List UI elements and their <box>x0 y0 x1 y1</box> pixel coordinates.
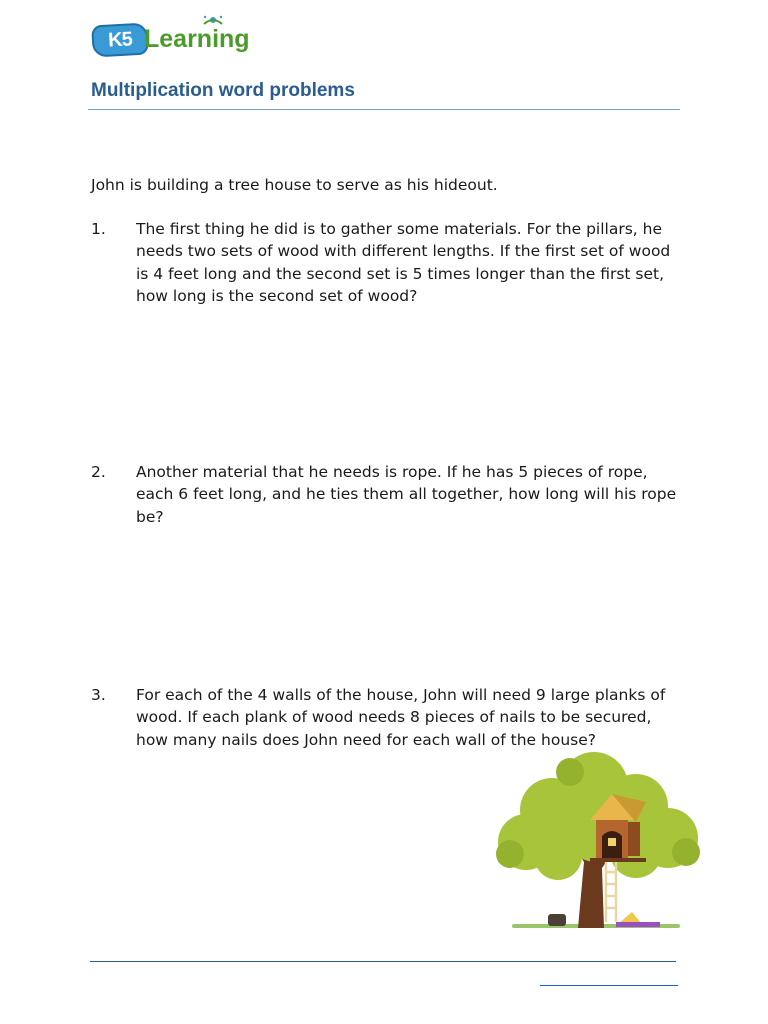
question-1 <box>91 218 681 308</box>
logo-badge: K5 <box>91 23 149 58</box>
intro-text: John is building a tree house to serve as his hideout. <box>91 176 498 194</box>
question-number: 1. <box>91 220 106 238</box>
question-3 <box>91 684 681 751</box>
question-text: For each of the 4 walls of the house, John will need 9 large planks of wood. If each plank of wood needs 8 pieces of nails to be secured, how many nails does John need for each wall of the house? <box>136 686 666 749</box>
question-number: 3. <box>91 686 106 704</box>
title-divider <box>88 109 680 110</box>
footer-link-underline[interactable] <box>540 985 678 986</box>
page-title: Multiplication word problems <box>91 80 355 101</box>
question-text: The first thing he did is to gather some materials. For the pillars, he needs two sets of wood with different lengths. If the first set of wood is 4 feet long and the second set is 5 times longer than the first set, how long is the second set of wood? <box>136 220 671 306</box>
logo-sparkle-icon <box>200 14 226 30</box>
tree-house-illustration <box>486 752 708 932</box>
question-number: 2. <box>91 463 106 481</box>
question-text: Another material that he needs is rope. If he has 5 pieces of rope, each 6 feet long, and he ties them all together, how long will his rope be? <box>136 463 677 526</box>
footer-divider <box>90 961 676 962</box>
question-2 <box>91 461 681 528</box>
logo-word: Learning <box>144 25 250 53</box>
